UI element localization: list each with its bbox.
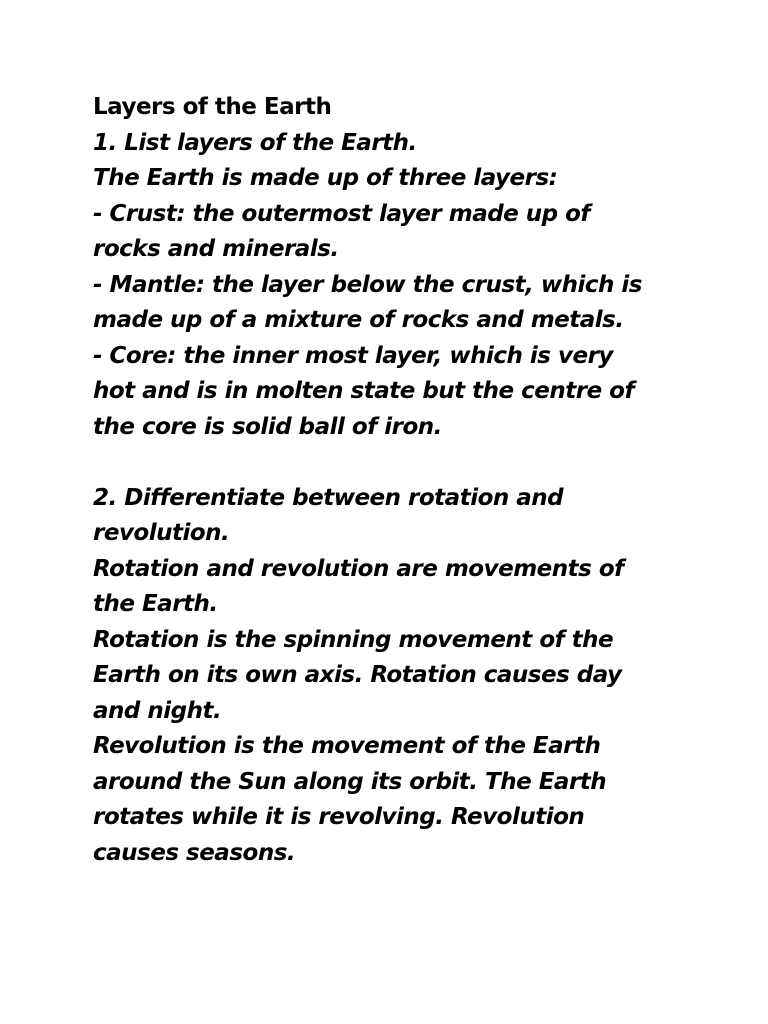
- document-body: [93, 90, 693, 871]
- rotation-line-3: and night.: [93, 697, 222, 724]
- crust-line-2: rocks and minerals.: [93, 236, 339, 262]
- q2-intro-line-1: Rotation and revolution are movements of: [93, 555, 624, 582]
- document-title: Layers of the Earth: [93, 94, 332, 120]
- rotation-line-2: Earth on its own axis. Rotation causes day: [93, 662, 622, 688]
- question-2-line-1: 2. Differentiate between rotation and: [93, 484, 564, 511]
- core-line-1: - Core: the inner most layer, which is very: [93, 342, 613, 369]
- revolution-line-1: Revolution is the movement of the Earth: [93, 733, 601, 759]
- paragraph-gap: [93, 445, 693, 481]
- mantle-line-2: made up of a mixture of rocks and metals.: [93, 307, 624, 333]
- crust-line-1: - Crust: the outermost layer made up of: [93, 200, 590, 227]
- revolution-line-2: around the Sun along its orbit. The Earth: [93, 768, 607, 795]
- q2-intro-line-2: the Earth.: [93, 591, 218, 617]
- mantle-line-1: - Mantle: the layer below the crust, which is: [93, 271, 642, 298]
- revolution-line-3: rotates while it is revolving. Revolution: [93, 804, 585, 830]
- question-1: 1. List layers of the Earth.: [93, 129, 417, 156]
- question-2-line-2: revolution.: [93, 520, 230, 546]
- q1-intro: The Earth is made up of three layers:: [93, 165, 558, 191]
- core-line-3: the core is solid ball of iron.: [93, 413, 442, 440]
- core-line-2: hot and is in molten state but the centre of: [93, 378, 634, 404]
- revolution-line-4: causes seasons.: [93, 839, 296, 866]
- rotation-line-1: Rotation is the spinning movement of the: [93, 626, 614, 653]
